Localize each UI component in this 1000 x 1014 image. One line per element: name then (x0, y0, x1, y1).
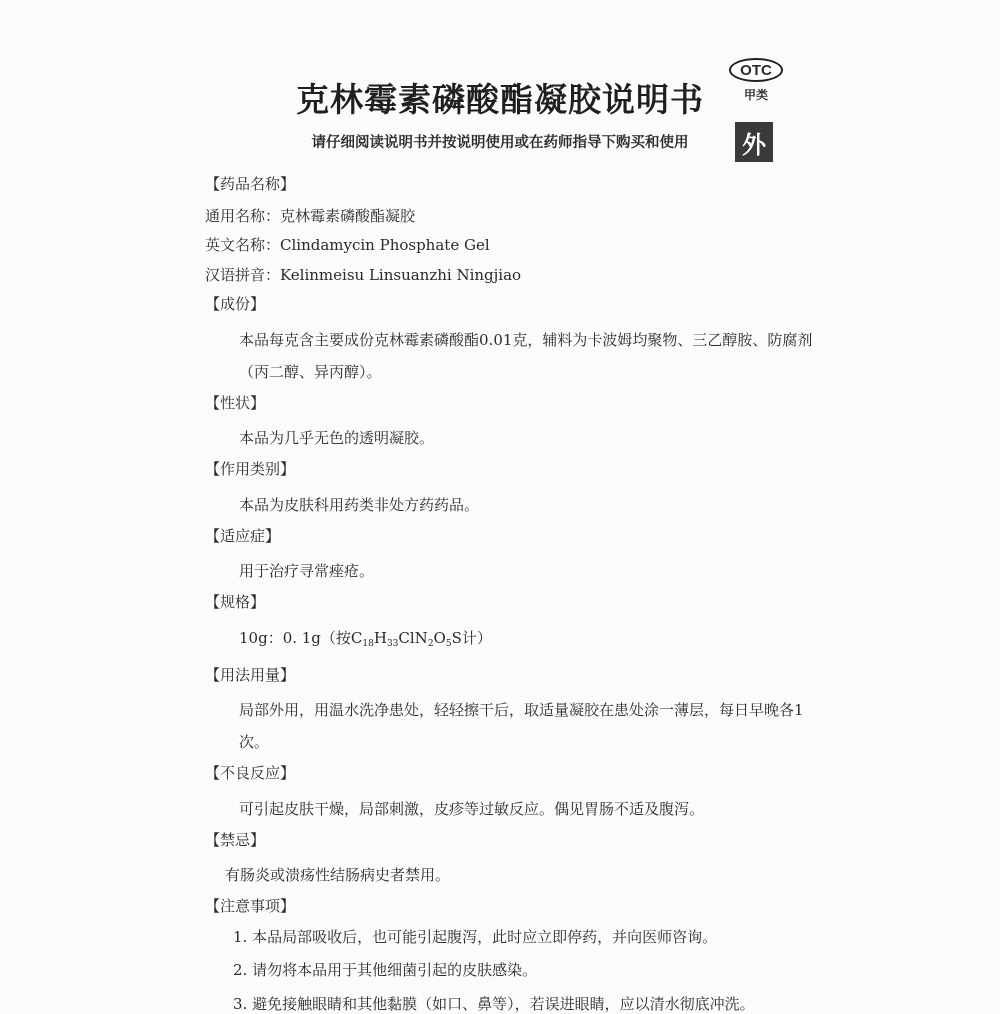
spec-sub-c: 18 (362, 639, 373, 649)
spec-o: O (434, 629, 446, 647)
section-heading-ingredients: 【成份】 (205, 295, 805, 315)
spec-sub-h: 33 (387, 639, 398, 649)
section-heading-drug-name: 【药品名称】 (205, 175, 805, 195)
section-heading-description: 【性状】 (205, 394, 805, 414)
section-heading-dosage: 【用法用量】 (205, 666, 805, 686)
section-heading-category: 【作用类别】 (205, 460, 805, 480)
spec-sub-n: 2 (428, 639, 434, 649)
otc-class-label: 甲类 (738, 86, 774, 103)
ingredients-text: 本品每克含主要成份克林霉素磷酸酯0.01克，辅料为卡波姆均聚物、三乙醇胺、防腐剂（丙二醇、异丙醇）。 (205, 324, 829, 388)
spec-cln: ClN (398, 629, 427, 647)
otc-badge: OTC (729, 58, 783, 82)
precaution-item: 3. 避免接触眼睛和其他黏膜（如口、鼻等），若误进眼睛，应以清水彻底冲洗。 (205, 995, 805, 1014)
precaution-item: 1. 本品局部吸收后，也可能引起腹泻，此时应立即停药，并向医师咨询。 (205, 928, 805, 948)
pinyin-name: 汉语拼音：Kelinmeisu Linsuanzhi Ningjiao (205, 266, 805, 286)
contraindications-text: 有肠炎或溃疡性结肠病史者禁用。 (205, 859, 815, 891)
section-heading-adverse-reactions: 【不良反应】 (205, 764, 805, 784)
page-subtitle: 请仔细阅读说明书并按说明使用或在药师指导下购买和使用 (0, 131, 1000, 152)
section-heading-contraindications: 【禁忌】 (205, 831, 805, 851)
spec-h: H (374, 629, 387, 647)
spec-suffix: S计） (452, 629, 492, 647)
section-heading-precautions: 【注意事项】 (205, 897, 805, 917)
description-text: 本品为几乎无色的透明凝胶。 (205, 422, 829, 454)
spec-prefix: 10g：0. 1g（按C (239, 629, 362, 647)
indications-text: 用于治疗寻常痤疮。 (205, 555, 829, 587)
section-heading-indications: 【适应症】 (205, 527, 805, 547)
external-use-badge: 外 (735, 122, 773, 162)
generic-name: 通用名称：克林霉素磷酸酯凝胶 (205, 207, 805, 227)
leaflet-content (205, 168, 805, 1014)
dosage-text: 局部外用，用温水洗净患处，轻轻擦干后，取适量凝胶在患处涂一薄层，每日早晚各1次。 (205, 694, 809, 758)
page-title: 克林霉素磷酸酯凝胶说明书 (0, 74, 1000, 121)
spec-sub-o: 5 (446, 639, 452, 649)
category-text: 本品为皮肤科用药类非处方药药品。 (205, 489, 829, 521)
english-name: 英文名称：Clindamycin Phosphate Gel (205, 236, 805, 256)
precaution-item: 2. 请勿将本品用于其他细菌引起的皮肤感染。 (205, 961, 805, 981)
section-heading-specification: 【规格】 (205, 593, 805, 613)
specification-text (205, 622, 829, 660)
adverse-reactions-text: 可引起皮肤干燥，局部刺激，皮疹等过敏反应。偶见胃肠不适及腹泻。 (205, 793, 829, 825)
